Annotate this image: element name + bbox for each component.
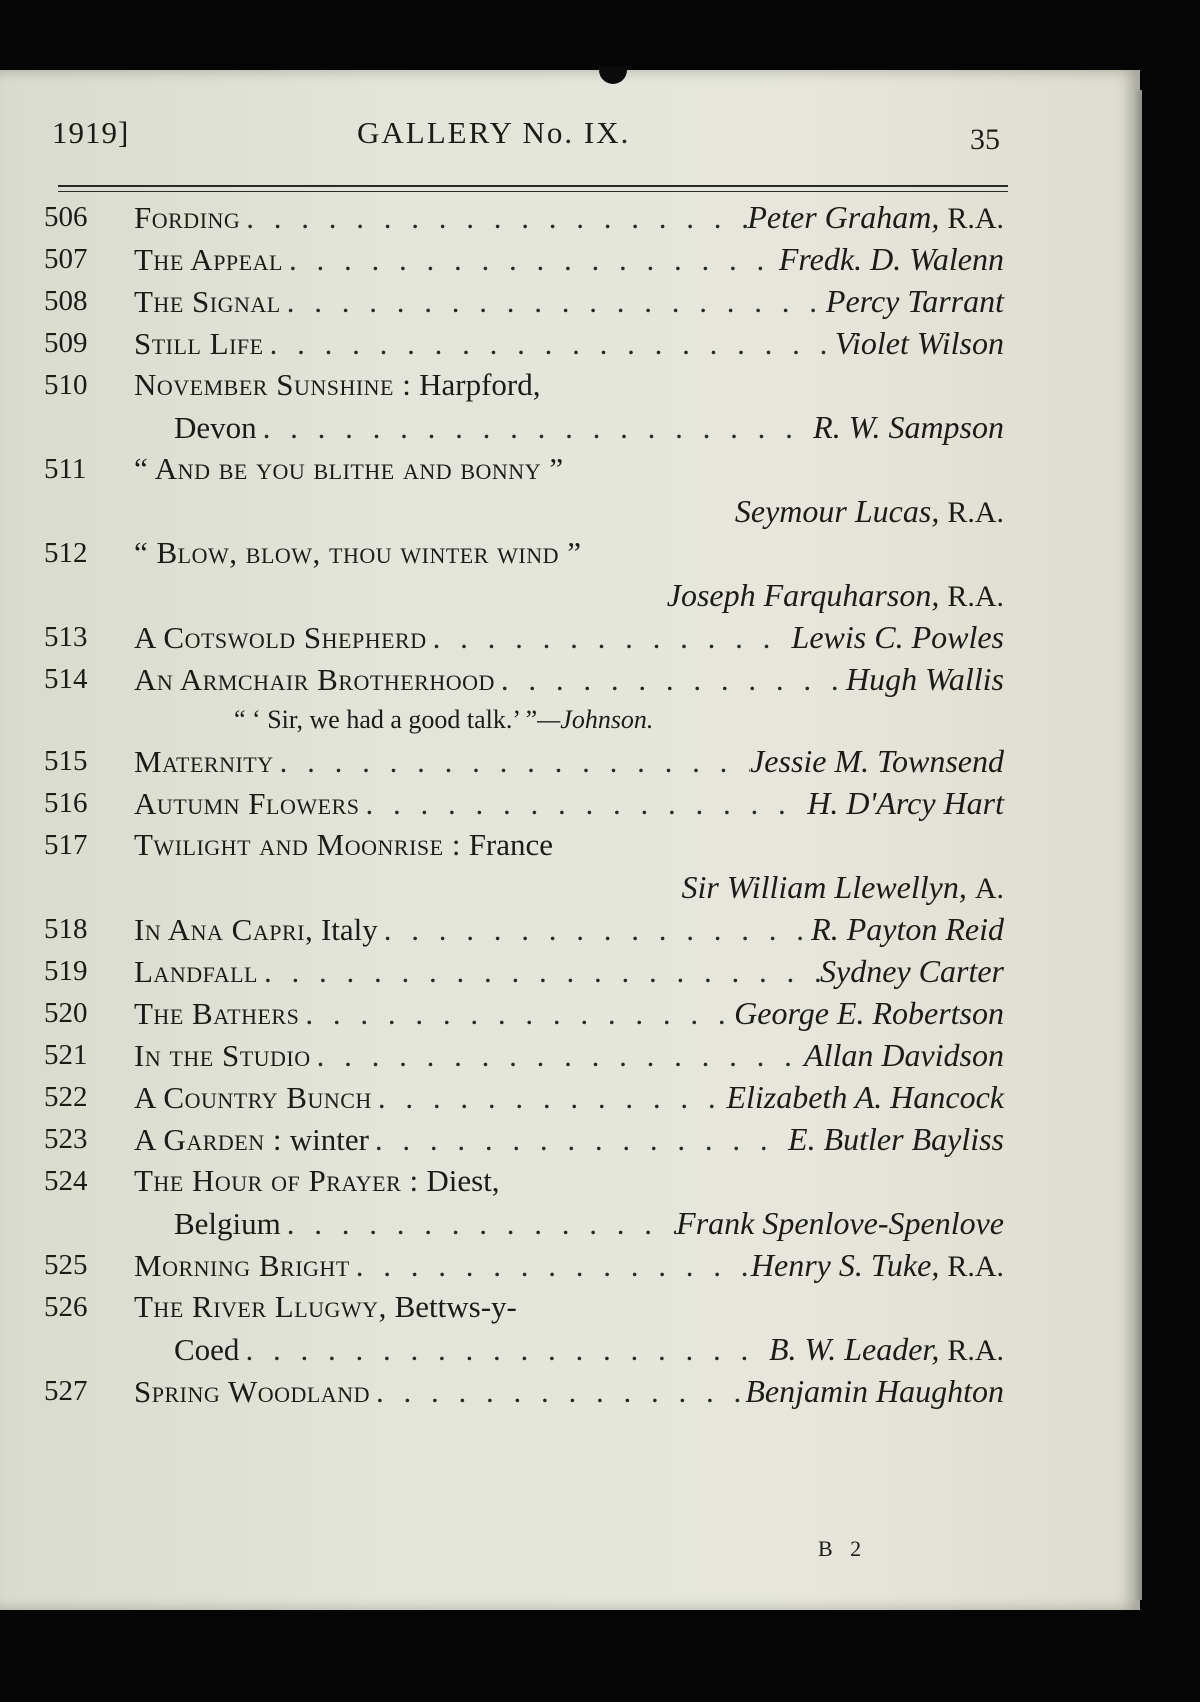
entry-place: Harpford, <box>419 367 541 402</box>
entry-artist: Joseph Farquharson, R.A. <box>666 577 1004 613</box>
leader-dots <box>240 197 747 239</box>
entry-artist: H. D'Arcy Hart <box>807 785 1004 821</box>
artist-suffix: R.A. <box>947 202 1004 235</box>
entry-title: “ And be you blithe and bonny ” <box>134 451 564 486</box>
running-header <box>52 115 1010 175</box>
entry-line <box>134 322 1004 364</box>
entry-title: Maternity <box>134 744 274 779</box>
header-title: GALLERY No. IX. <box>357 115 631 150</box>
entry-line <box>134 364 1004 406</box>
entry-line <box>134 1244 1004 1286</box>
entry-line <box>134 532 1004 574</box>
leader-dots <box>372 1077 727 1119</box>
leader-dots <box>369 1119 788 1161</box>
leader-dots <box>281 281 826 323</box>
catalogue-entry <box>44 658 1004 740</box>
entry-artist: Sydney Carter <box>820 953 1004 989</box>
entry-artist: Benjamin Haughton <box>745 1373 1004 1409</box>
artist-suffix: A. <box>974 872 1004 905</box>
leader-dots <box>427 617 792 659</box>
entry-number: 510 <box>44 369 88 401</box>
entry-number: 512 <box>44 537 88 569</box>
entry-line <box>134 1370 1004 1412</box>
entry-line <box>134 448 1004 490</box>
leader-dots <box>350 1245 751 1287</box>
entry-line <box>134 238 1004 280</box>
entry-artist: Hugh Wallis <box>846 661 1004 697</box>
entry-line <box>174 1202 1004 1244</box>
artist-suffix: R.A. <box>947 496 1004 529</box>
leader-dots <box>274 741 750 783</box>
catalogue-entry <box>44 992 1004 1034</box>
entry-number: 506 <box>44 201 88 233</box>
entry-artist: Jessie M. Townsend <box>750 743 1004 779</box>
entry-artist: Seymour Lucas, R.A. <box>734 493 1004 529</box>
leader-dots <box>359 783 807 825</box>
entry-line <box>134 824 1004 866</box>
entry-line <box>134 196 1004 238</box>
entry-artist: Elizabeth A. Hancock <box>726 1079 1004 1115</box>
catalogue-entry <box>44 448 1004 532</box>
quote-author: —Johnson. <box>537 705 654 734</box>
entry-number: 524 <box>44 1165 88 1197</box>
entry-artist: Peter Graham, R.A. <box>747 199 1004 235</box>
entry-number: 513 <box>44 621 88 653</box>
entry-number: 509 <box>44 327 88 359</box>
entry-artist: Percy Tarrant <box>825 283 1004 319</box>
catalogue-entry <box>44 908 1004 950</box>
entry-place: Diest, <box>426 1163 500 1198</box>
entry-number: 523 <box>44 1123 88 1155</box>
entry-line <box>174 406 1004 448</box>
entry-title: Landfall <box>134 954 258 989</box>
entry-artist: Lewis C. Powles <box>791 619 1004 655</box>
entry-title: Fording <box>134 200 241 235</box>
entry-title: The Hour of Prayer : <box>134 1163 419 1198</box>
entry-title: Spring Woodland <box>134 1374 370 1409</box>
entry-artist: E. Butler Bayliss <box>788 1121 1004 1157</box>
catalogue-entry <box>44 1286 1004 1370</box>
entry-number: 526 <box>44 1291 88 1323</box>
leader-dots <box>311 1035 804 1077</box>
entry-place-cont: Devon <box>174 410 257 445</box>
entry-line <box>134 740 1004 782</box>
entry-artist: Frank Spenlove-Spenlove <box>676 1205 1004 1241</box>
entry-quotation <box>234 700 1004 740</box>
leader-dots <box>258 951 820 993</box>
entry-artist: Sir William Llewellyn, A. <box>681 869 1004 905</box>
entry-artist: Allan Davidson <box>804 1037 1004 1073</box>
entry-title: A Cotswold Shepherd <box>134 620 427 655</box>
entry-number: 522 <box>44 1081 88 1113</box>
leader-dots <box>257 407 814 449</box>
catalogue-list <box>44 196 1004 1412</box>
catalogue-entry <box>44 280 1004 322</box>
entry-title: A Garden : <box>134 1122 282 1157</box>
entry-number: 508 <box>44 285 88 317</box>
catalogue-entry <box>44 364 1004 448</box>
entry-line <box>134 1160 1004 1202</box>
page-edge <box>1132 90 1142 1600</box>
entry-number: 516 <box>44 787 88 819</box>
catalogue-entry <box>44 196 1004 238</box>
catalogue-entry <box>44 740 1004 782</box>
catalogue-entry <box>44 824 1004 908</box>
catalogue-entry <box>44 1118 1004 1160</box>
entry-title: The River Llugwy, <box>134 1289 387 1324</box>
entry-place: France <box>468 827 554 862</box>
entry-line <box>134 1076 1004 1118</box>
entry-title: “ Blow, blow, thou winter wind ” <box>134 535 582 570</box>
entry-number: 511 <box>44 453 87 485</box>
header-rule-thin <box>58 191 1008 192</box>
entry-place: Bettws-y- <box>394 1289 517 1324</box>
entry-line <box>134 1118 1004 1160</box>
quote-text: “ ‘ Sir, we had a good talk.’ ” <box>234 705 538 734</box>
entry-title: Autumn Flowers <box>134 786 360 821</box>
leader-dots <box>370 1371 745 1413</box>
entry-number: 515 <box>44 745 88 777</box>
catalogue-entry <box>44 1244 1004 1286</box>
entry-line <box>134 950 1004 992</box>
entry-title: An Armchair Brotherhood <box>134 662 495 697</box>
catalogue-entry <box>44 1034 1004 1076</box>
entry-artist: Violet Wilson <box>834 325 1004 361</box>
entry-line <box>134 616 1004 658</box>
entry-number: 507 <box>44 243 88 275</box>
entry-number: 518 <box>44 913 88 945</box>
entry-place-cont: Belgium <box>174 1206 281 1241</box>
entry-number: 520 <box>44 997 88 1029</box>
catalogue-entry <box>44 1076 1004 1118</box>
header-rule <box>58 185 1008 187</box>
entry-artist: R. Payton Reid <box>811 911 1004 947</box>
entry-number: 527 <box>44 1375 88 1407</box>
entry-title: In Ana Capri, <box>134 912 314 947</box>
entry-number: 521 <box>44 1039 88 1071</box>
header-year: 1919] <box>52 115 130 150</box>
leader-dots <box>495 659 846 701</box>
entry-artist: B. W. Leader, R.A. <box>768 1331 1004 1367</box>
artist-suffix: R.A. <box>947 1250 1004 1283</box>
catalogue-entry <box>44 782 1004 824</box>
entry-artist: George E. Robertson <box>734 995 1004 1031</box>
entry-number: 525 <box>44 1249 88 1281</box>
leader-dots <box>283 239 779 281</box>
entry-title: In the Studio <box>134 1038 311 1073</box>
leader-dots <box>264 323 835 365</box>
entry-line <box>134 866 1004 908</box>
entry-line <box>134 908 1004 950</box>
entry-place-cont: Coed <box>174 1332 240 1367</box>
leader-dots <box>378 909 811 951</box>
entry-line <box>134 574 1004 616</box>
entry-line <box>134 1286 1004 1328</box>
entry-title: The Bathers <box>134 996 300 1031</box>
catalogue-entry <box>44 532 1004 616</box>
entry-artist: Fredk. D. Walenn <box>778 241 1004 277</box>
entry-line <box>134 490 1004 532</box>
entry-artist: Henry S. Tuke, R.A. <box>750 1247 1004 1283</box>
signature-mark: B 2 <box>818 1536 868 1561</box>
entry-title: A Country Bunch <box>134 1080 372 1115</box>
catalogue-entry <box>44 1370 1004 1412</box>
catalogue-entry <box>44 950 1004 992</box>
entry-title: November Sunshine : <box>134 367 412 402</box>
artist-suffix: R.A. <box>947 1334 1004 1367</box>
entry-line <box>134 782 1004 824</box>
entry-number: 517 <box>44 829 88 861</box>
leader-dots <box>299 993 734 1035</box>
entry-title: The Signal <box>134 284 281 319</box>
entry-line <box>134 992 1004 1034</box>
artist-suffix: R.A. <box>947 580 1004 613</box>
entry-line <box>174 1328 1004 1370</box>
entry-artist: R. W. Sampson <box>813 409 1004 445</box>
entry-place: winter <box>289 1122 369 1157</box>
entry-title: Morning Bright <box>134 1248 350 1283</box>
leader-dots <box>281 1203 676 1245</box>
entry-number: 514 <box>44 663 88 695</box>
catalogue-entry <box>44 322 1004 364</box>
leader-dots <box>239 1329 769 1371</box>
entry-title: Still Life <box>134 326 264 361</box>
entry-line <box>134 658 1004 700</box>
catalogue-entry <box>44 238 1004 280</box>
entry-title: The Appeal <box>134 242 283 277</box>
catalogue-entry <box>44 616 1004 658</box>
page-number: 35 <box>970 123 1000 156</box>
entry-line <box>134 280 1004 322</box>
catalogue-entry <box>44 1160 1004 1244</box>
entry-number: 519 <box>44 955 88 987</box>
entry-title: Twilight and Moonrise : <box>134 827 461 862</box>
entry-place: Italy <box>320 912 378 947</box>
entry-line <box>134 1034 1004 1076</box>
